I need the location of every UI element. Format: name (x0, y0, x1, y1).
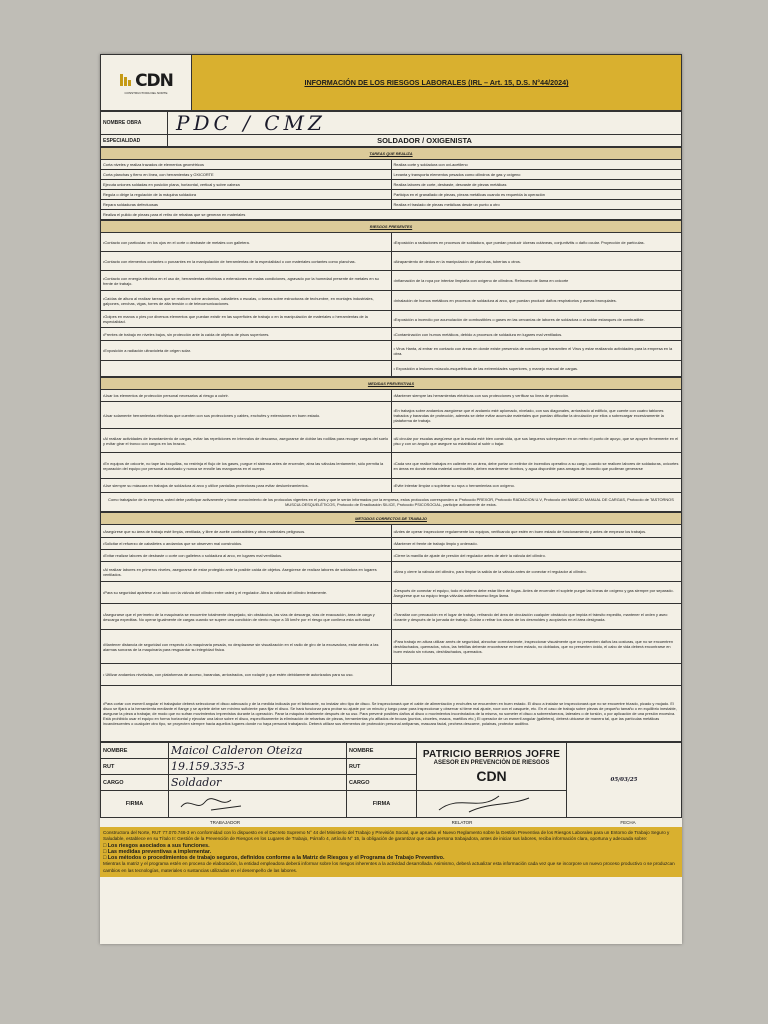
riesgo-cell: •Inflamación de la ropa por intentar limpiarla con oxígeno de cilindros. Retroceso de llama en oxicorte (391, 271, 682, 291)
company-logo: CDN (119, 71, 173, 91)
especialidad-value: SOLDADOR / OXIGENISTA (168, 135, 682, 147)
riesgo-cell: •Contaminación con humos metálicos, debido a procesos de soldadura en lugares mal ventilados. (391, 328, 682, 341)
tarea-cell: Levanta y transporta elementos pesados como cilindros de gas y oxígeno (391, 170, 682, 180)
medida-cell: •En equipos de oxicorte, no tape las boquillas, no restrinja el flujo de los gases, purgue el sistema antes de encender, abra las válvulas lentamente, sólo permita la reparación del equipo por personal autorizado y nunca se enrolle las mangueras en el cuerpo. (101, 453, 392, 479)
metodo-cell: • Utilizar andamios niveladas, con plataformas de acceso, barandas, arriostrados, con rodapié y que estén debidamente autorizados para su uso. (101, 664, 392, 686)
worker-signature-icon (171, 792, 271, 814)
metodo-cell: •Al realizar labores en primeros niveles, asegurarse de estar protegido ante la posible caída de objetos. Asegúrese de realizar labores de soldadura en lugares ventilados. (101, 562, 392, 582)
trab-nombre-label: NOMBRE (101, 743, 169, 759)
metodo-cell: •Cierre la manilla de ajuste de presión del regulador antes de abrir la válvula del cilindro. (391, 550, 682, 562)
medida-cell: •En trabajos sobre andamios asegúrese que el andamio esté aplomado, nivelado, con sus diagonales, arriostrado al edificio, que cuente con cuatro tablones trabados y barandas de protección, además se debe evitar acumular materiales que puedan dificultar la circulación por ellos o sobrecargar excesivamente la plataforma de trabajo. (391, 402, 682, 429)
esmeril-instructions: •Para cortar con esmeril angular el trabajador deberá seleccionar el disco adecuado y de la medida indicada por el fabricante, no instalar otro tipo de disco. Se inspeccionará que el cable de alimentación y enchufes se encuentren en buen estado. El disco a instalar se inspeccionará que no se encuentre trizado, picado y mojado. El disco se fijará a la herramienta mediante el flange y se apriete debe ser mínimo suficiente para fijar el disco. Se hará funcionar para probar su ajuste por un minuto y luego parar para inspeccionar y observar si tiene mal ajuste, roce con el casquete, etc. En el caso de trabajo sobre piezas de pequeño tamaño o en equilibrio inestable, asegurar la pieza a trabajar, de modo que no sufran movimientos imprevistos durante la operación. Parar la máquina totalmente después de su uso. Para prevenir posibles daños al disco o movimientos incontrolados de la misma, no someter el disco a sobreesfuerzos, laterales o de torsión, o por aplicación de una presión excesiva. Está prohibido usar el equipo en forma horizontal y ejecutar una labor sobre el disco, específicamente la eliminación de rebarbas de piezas, herramientas y/o afilados de brocas (puntos, cinceles, mazos, martillos etc.) El operador de un esmeril angular (galletera), deberá ubicarse de manera tal, que las partículas metálicas incandescentes o cualquier otro tipo, se proyecten siempre hacia aquellos lugares donde no haya personal trabajando. Deberá utilizar sus elementos de protección personal antiparras, mascara facial, pechera descarne, polainas, protector auditivo. (101, 686, 682, 742)
irl-document (100, 54, 682, 944)
rel-rut-label: RUT (347, 759, 417, 775)
metodo-cell: •Después de conectar el equipo, todo el sistema debe estar libre de fugas. Antes de encender el soplete purgar las líneas de oxígeno y gas siempre por separado. Asegúrese que su equipo tenga válvulas antirretroceso llega llama. (391, 582, 682, 604)
relator-stamp-logo: CDN (476, 768, 507, 784)
relator-stamp (417, 743, 567, 791)
tarea-cell: Corta niveles y realiza trazados de elementos geométricos (101, 160, 392, 170)
tarea-cell: Realiza el pulido de piezas para el retiro de rebabas que se generan en materiales (101, 210, 682, 220)
medida-cell: •Mantener siempre las herramientas eléctricas con sus protecciones y verificar su línea de protección. (391, 390, 682, 402)
rel-signature (417, 791, 567, 818)
tarea-cell: Ejecuta uniones soldadas en posición plana, horizontal, vertical y sobre cabeza (101, 180, 392, 190)
especialidad-label: ESPECIALIDAD (101, 135, 168, 147)
medida-cell: •Evite intentar limpiar o sopletear su ropa o herramientas con oxígeno. (391, 479, 682, 493)
trab-rut-label: RUT (101, 759, 169, 775)
medidas-table (100, 377, 682, 512)
trab-firma-label: FIRMA (101, 791, 169, 818)
metodo-cell: •Mantener distancia de seguridad con respecto a la maquinaria pesada, no desplazarse sin visualización en el radio de giro de la excavadora, estar atento a las alarmas sonoras de la maquinaria para resguardar su integridad física. (101, 630, 392, 664)
caption-relator: RELATOR (451, 820, 473, 825)
tarea-cell: Repara soldaduras defectuosas (101, 200, 392, 210)
header-table (100, 54, 682, 111)
medida-cell: •Al circular por escalas asegúrese que la escala esté bien construida, que sus largueros sobrepasen en un metro el punto de apoyo, que se apoyen firmemente en el piso y con un ángulo que asegure su estabilidad al subir o bajar. (391, 429, 682, 453)
tarea-cell: Realiza labores de corte, desbaste, desvaste de piezas metálicas (391, 180, 682, 190)
footer-bullet-1: □ Los riesgos asociados a sus funciones. (103, 842, 210, 849)
relator-signature-icon (419, 792, 539, 814)
caption-fecha: FECHA (620, 820, 636, 825)
caption-trabajador: TRABAJADOR (209, 820, 241, 825)
info-fields (100, 111, 682, 147)
footer-intro: Constructora del Norte, RUT 77.070.746-3 en conformidad con lo dispuesto en el Decreto Supremo N° 44 del Ministerio del Trabajo y Previsión Social, que aprueba el Nuevo Reglamento sobre la Gestión Preventiva de los Riesgos Laborales para un Entorno de Trabajo Seguro y Saludable, establece en su Título II: Gestión de la Prevención de Riesgos en los Lugares de Trabajo, Párrafo 4, artículo N° 15, la obligación de garantizar que cada persona trabajadora, antes de iniciar sus labores, reciba información clara, oportuna y adecuada sobre: (103, 830, 670, 842)
metodos-title: METODOS CORRECTOS DE TRABAJO (101, 513, 682, 525)
riesgo-cell-empty (101, 361, 392, 377)
riesgo-cell: • Exposición a lesiones músculo-esqueléticas de las extremidades superiores, y manejo manual de cargas. (391, 361, 682, 377)
riesgo-cell: •Inhalación de humos metálicos en procesos de soldadura al arco, que puedan producir daños respiratorios y asmas bronquiales. (391, 291, 682, 311)
relator-name: PATRICIO BERRIOS JOFRE (422, 749, 561, 760)
metodo-cell: •Asegúrese que su área de trabajo esté limpia, ventilada, y libre de aceite combustibles y otros materiales peligrosos. (101, 525, 392, 538)
riesgo-cell: •Exposición a radiación ultravioleta de origen solar. (101, 341, 392, 361)
medida-cell: •Al realizar actividades de levantamiento de cargas, evitar las repeticiones en intervalos de descanso, asegurarse de doblar las rodillas para recoger cargas del suelo y evitar girar el tronco con cargos en los brazos. (101, 429, 392, 453)
metodo-cell: •Asegurarse que el perímetro de la maquinaria se encuentre totalmente despejado, sin obstáculos, las vías de descarga, vías de evacuación, área de carga y descarga expeditas. No operar igualmente de cargas cuando se supere una condición de viento mayor a 35 km/hr por el riesgo que conlleva esta actividad (101, 604, 392, 630)
metodo-cell-empty (391, 664, 682, 686)
rel-firma-label: FIRMA (347, 791, 417, 818)
riesgo-cell: •Atrapamiento de dedos en la manipulación de planchas, tuberías u otros. (391, 252, 682, 271)
metodo-cell: •Para trabajo en altura utilizar arnés de seguridad, abrochar correctamente, inspeccionar visualmente que no presenten daños las costuras, que no se encuentren deshilachados, quemados, rotos, las hebillas deberán encontrarse en buen estado, no doblados, que no presenten óxido, el cabo de vida deberá encontrarse en buen estado sin roturas, deshilachados, quemados. (391, 630, 682, 664)
riesgo-cell: •Contacto con elementos cortantes o punzantes en la manipulación de herramientas de la especialidad o con materiales cortantes como planchas. (101, 252, 392, 271)
trab-rut-value: 19.159.335-3 (169, 759, 347, 775)
tareas-title: TAREAS QUE REALIZA (101, 148, 682, 160)
obra-label: NOMBRE OBRA (101, 112, 168, 135)
metodo-cell: •Solicitar el refuerzo de caballetes o andamios que se observen mal construidos. (101, 538, 392, 550)
footer-bullet-3: □ Los métodos o procedimientos de trabajo seguros, definidos conforme a la Matriz de Riesgos y el Programa de Trabajo Preventivo. (103, 855, 445, 862)
medida-cell: •Usar solamente herramientas eléctricas que cuenten con sus protecciones y cables, enchufes y extensiones en buen estado. (101, 402, 392, 429)
tarea-cell: Realiza corte y soldadura con oxi-acetileno (391, 160, 682, 170)
trab-nombre-value: Maicol Calderon Oteiza (169, 743, 347, 759)
rel-cargo-label: CARGO (347, 775, 417, 791)
rel-nombre-label: NOMBRE (347, 743, 417, 759)
metodo-cell: •Evitar realizar labores de desbaste o corte con galletera o soldadura al arco, en lugares mal ventilados. (101, 550, 392, 562)
riesgo-cell: •Exposición a incendio por acumulación de combustibles o gases en las cercanías de labores de soldadura o al soldar estanques de combustible. (391, 311, 682, 328)
riesgo-cell: •Frentes de trabajo en niveles bajos, sin protección ante la caída de objetos de pisos superiores. (101, 328, 392, 341)
signature-captions (100, 818, 682, 827)
signature-table (100, 742, 682, 818)
riesgo-cell: •Contacto con partículas: en los ojos en el corte o desbaste de metales con galletera. (101, 233, 392, 252)
tarea-cell: Corta planchas y fierro en línea, con herramientas y OXICORTE (101, 170, 392, 180)
riesgo-cell: •Exposición a radiaciones en procesos de soldadura, que puedan producir úlceras cutáneas, conjuntivitis o daño ocular. Proyección de partículas. (391, 233, 682, 252)
riesgos-title: RIESGOS PRESENTES (101, 221, 682, 233)
tarea-cell: Participa en el granallado de piezas, piezas metálicas cuando es requerida la operación (391, 190, 682, 200)
riesgos-table (100, 220, 682, 377)
protocolos-note: Como trabajador de la empresa, usted debe participar activamente y tomar conocimiento de los protocolos vigentes en el país y que le serán informados por la empresa, estos protocolos corresponden a: Protocolo PREXOR, Protocolo RADIACION U.V, Protocolo del MANEJO MANUAL DE CARGAS, Protocolo de TASTORNOS MUSCULOESQUELÉTICOS, Protocolo de Erradicación SILICE, Protocolo PSICOSOCIAL, participe activamente de estos. (101, 493, 682, 512)
medida-cell: •Usar los elementos de protección personal necesarios al riesgo a cubrir. (101, 390, 392, 402)
trab-cargo-label: CARGO (101, 775, 169, 791)
fecha-value: 05/03/25 (567, 743, 682, 818)
footer-bullet-2: □ Las medidas preventivas a implementar. (103, 848, 212, 855)
metodo-cell: •Transitar con precaución en el lugar de trabajo, retirando del área de circulación cualquier obstáculo que impida el tránsito expedito, mantener el orden y aseo durante y después de la jornada de trabajo. Doblar o retirar los clavos de los desmoldes y acopiarlos en el área designada. (391, 604, 682, 630)
logo-mark-icon (119, 72, 135, 88)
metodo-cell: •Abra y cierre la válvula del cilindro, para limpiar la salida de la válvula antes de conectar el regulador al cilindro. (391, 562, 682, 582)
riesgo-cell: •Caídas de altura al realizar tareas que se realicen sobre andamios, caballetes o escalas, o tareas sobre estructuras de techumbre, en montajes industriales, galpones, cerchas, vigas, torres de alta tensión o de telecomunicaciones. (101, 291, 392, 311)
relator-position: ASESOR EN PREVENCIÓN DE RIESGOS (433, 760, 550, 766)
medidas-title: MEDIDAS PREVENTIVAS (101, 378, 682, 390)
logo-cell (101, 55, 192, 111)
medida-cell: •Use siempre su máscara en trabajos de soldadura al arco y utilice pantallas protectoras para evitar deslumbramientos. (101, 479, 392, 493)
trab-cargo-value: Soldador (169, 775, 347, 791)
trab-signature (169, 791, 347, 818)
obra-value: PDC / CMZ (168, 112, 682, 135)
tareas-table (100, 147, 682, 220)
legal-footer (100, 827, 682, 877)
riesgo-cell: •Golpes en manos o pies por diversos elementos que puedan existir en las superficies de trabajo o en la manipulación de materiales o herramientas de la especialidad. (101, 311, 392, 328)
riesgo-cell: • Virus Hanta, al entrar en contacto con áreas en donde existe presencia de roedores que transmiten el Virus y estar realizando actividades para la empresa en la obra. (391, 341, 682, 361)
metodo-cell: •Para su seguridad apártese a un lado con la válvula del cilindro entre usted y el regulador. Abra la válvula del cilindro lentamente. (101, 582, 392, 604)
metodo-cell: •Antes de operar inspeccione regularmente los equipos, verificando que estén en buen estado de funcionamiento y antes de empezar los trabajos. (391, 525, 682, 538)
tarea-cell: Realiza el traslado de piezas metálicas desde un punto a otro (391, 200, 682, 210)
metodos-table (100, 512, 682, 742)
tarea-cell: Regula o dirige la regulación de la máquina soldadora (101, 190, 392, 200)
medida-cell: •Cada vez que realice trabajos en caliente en un área, debe portar un extintor de incendios operativo a su cargo, cuando se realicen labores de soldaduras, oxicortes en áreas en donde exista material combustible, deben mantenerse tiombos, y agua disponible para amagos de incendio que pudieran generarse (391, 453, 682, 479)
document-title: INFORMACIÓN DE LOS RIESGOS LABORALES (IRL – Art. 15, D.S. N°44/2024) (192, 55, 682, 111)
footer-outro: Mientras la matriz y el programa estén en proceso de elaboración, la entidad empleadora deberá informar sobre los riesgos inherentes a la actividad desarrollada. Asimismo, deberá actualizar esta información cada vez que se incorpore un nuevo proceso productivo o se produzcan cambios en las tecnologías, materiales o sustancias utilizadas en el desempeño de las labores. (103, 861, 675, 873)
metodo-cell: •Mantener el frente de trabajo limpio y ordenado. (391, 538, 682, 550)
riesgo-cell: •Contacto con energía eléctrica en el uso de, herramientas eléctricas o extensiones en malas condiciones, agravado por la humedad presente de metales en su frente de trabajo. (101, 271, 392, 291)
logo-subtitle: CONSTRUCTORA DEL NORTE (124, 90, 168, 95)
